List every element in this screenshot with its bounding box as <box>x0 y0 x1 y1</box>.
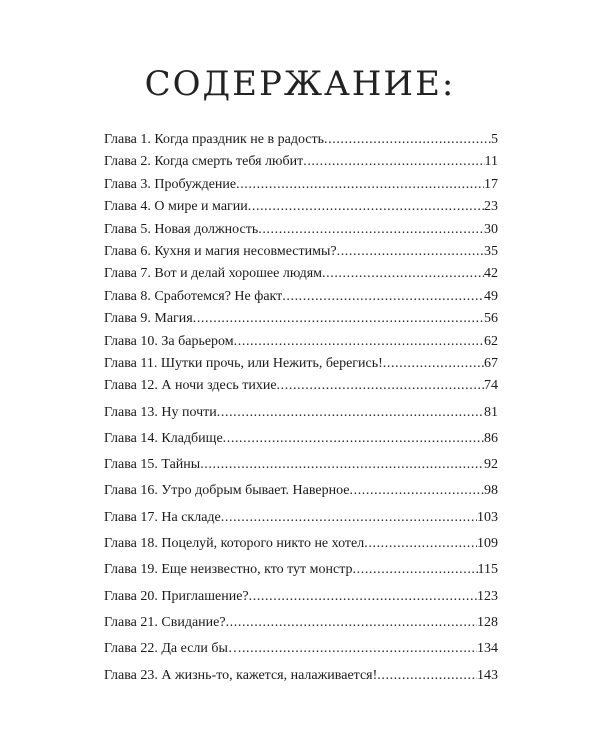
toc-leader-dots <box>322 265 484 283</box>
toc-entry-page: 67 <box>484 355 498 371</box>
toc-leader-dots <box>242 640 477 658</box>
toc-entry-label: Глава 4. О мире и магии <box>104 199 248 215</box>
toc-entry <box>104 198 498 220</box>
toc-entry-label: Глава 16. Утро добрым бывает. Наверное <box>104 483 350 499</box>
toc-entry-label: Глава 20. Приглашение? <box>104 588 249 604</box>
toc-entry-page: 92 <box>484 457 498 473</box>
toc-entry <box>104 377 498 403</box>
toc-entry <box>104 588 498 614</box>
toc-entry <box>104 176 498 198</box>
toc-leader-dots <box>193 310 484 328</box>
toc-entry-page: 5 <box>491 132 498 147</box>
toc-leader-dots <box>277 377 484 395</box>
toc-entry-page: 81 <box>484 404 498 420</box>
toc-entry-label: Глава 11. Шутки прочь, или Нежить, берегись! <box>104 355 383 371</box>
toc-entry <box>104 667 498 693</box>
toc-entry-label: Глава 18. Поцелуй, которого никто не хотел <box>104 536 365 552</box>
toc-entry-page: 30 <box>484 221 498 237</box>
toc-leader-dots <box>324 131 491 149</box>
toc-entry-label: Глава 17. На складе <box>104 509 221 525</box>
toc-entry <box>104 561 498 587</box>
toc-entry-label: Глава 22. Да если бы… <box>104 641 242 657</box>
toc-leader-dots <box>282 288 484 306</box>
toc-entry <box>104 310 498 332</box>
toc-entry-label: Глава 8. Сработемся? Не факт <box>104 288 283 304</box>
toc-entry-page: 56 <box>484 311 498 327</box>
toc-entry-label: Глава 12. А ночи здесь тихие <box>104 378 277 394</box>
toc-leader-dots <box>226 614 477 632</box>
toc-entry-page: 143 <box>477 667 498 683</box>
toc-entry-page: 86 <box>484 430 498 446</box>
toc-leader-dots <box>383 355 484 373</box>
toc-entry <box>104 221 498 243</box>
toc-entry-label: Глава 23. А жизнь-то, кажется, налаживается! <box>104 667 378 683</box>
toc-entry-label: Глава 2. Когда смерть тебя любит <box>104 154 304 170</box>
toc-entry <box>104 265 498 287</box>
toc-entry <box>104 482 498 508</box>
toc-leader-dots <box>258 221 484 239</box>
toc-entry-page: 17 <box>484 176 498 192</box>
toc-entry-page: 42 <box>484 266 498 282</box>
toc-entry-page: 115 <box>477 562 498 578</box>
toc-entry-page: 128 <box>477 614 498 630</box>
toc-leader-dots <box>337 243 484 261</box>
toc-entry-label: Глава 6. Кухня и магия несовместимы? <box>104 243 337 259</box>
toc-entry <box>104 456 498 482</box>
toc-entry <box>104 333 498 355</box>
toc-entry-label: Глава 10. За барьером <box>104 333 234 349</box>
toc-entry-page: 109 <box>477 536 498 552</box>
toc-entry-label: Глава 13. Ну почти <box>104 404 217 420</box>
toc-entry-page: 103 <box>477 509 498 525</box>
toc-leader-dots <box>303 153 484 171</box>
toc-entry-page: 134 <box>477 641 498 657</box>
toc-entry <box>104 355 498 377</box>
toc-entry <box>104 535 498 561</box>
toc-leader-dots <box>248 198 484 216</box>
toc-entry-page: 98 <box>484 483 498 499</box>
toc-entry-label: Глава 21. Свидание? <box>104 614 226 630</box>
toc-leader-dots <box>249 588 477 606</box>
toc-leader-dots <box>364 535 477 553</box>
toc-leader-dots <box>223 430 484 448</box>
toc-entry <box>104 640 498 666</box>
toc-entry <box>104 404 498 430</box>
toc-entry-label: Глава 19. Еще неизвестно, кто тут монстр <box>104 562 353 578</box>
toc-leader-dots <box>221 509 477 527</box>
toc-entry-page: 62 <box>484 333 498 349</box>
toc-entry-page: 23 <box>484 199 498 215</box>
toc-entry-page: 11 <box>484 154 498 170</box>
toc-entry <box>104 243 498 265</box>
toc-entry <box>104 131 498 153</box>
toc-entry-page: 74 <box>484 378 498 394</box>
toc-entry-label: Глава 1. Когда праздник не в радость <box>104 132 325 147</box>
toc-entry <box>104 509 498 535</box>
toc-entry <box>104 153 498 175</box>
table-of-contents <box>104 131 498 693</box>
toc-leader-dots <box>236 176 484 194</box>
toc-leader-dots <box>200 456 484 474</box>
toc-entry-page: 49 <box>484 288 498 304</box>
toc-entry-label: Глава 5. Новая должность <box>104 221 259 237</box>
toc-entry <box>104 614 498 640</box>
toc-leader-dots <box>217 404 484 422</box>
toc-entry-label: Глава 9. Магия <box>104 311 193 327</box>
page-title: СОДЕРЖАНИЕ: <box>144 64 456 104</box>
toc-leader-dots <box>377 667 477 685</box>
toc-entry-page: 35 <box>484 243 498 259</box>
toc-leader-dots <box>350 482 485 500</box>
toc-entry-label: Глава 15. Тайны <box>104 457 201 473</box>
toc-leader-dots <box>234 333 484 351</box>
toc-entry-page: 123 <box>477 588 498 604</box>
toc-entry-label: Глава 7. Вот и делай хорошее людям <box>104 266 323 282</box>
toc-entry <box>104 288 498 310</box>
toc-entry-label: Глава 14. Кладбище <box>104 430 223 446</box>
toc-entry-label: Глава 3. Пробуждение <box>104 176 237 192</box>
toc-entry <box>104 430 498 456</box>
toc-leader-dots <box>353 561 478 579</box>
